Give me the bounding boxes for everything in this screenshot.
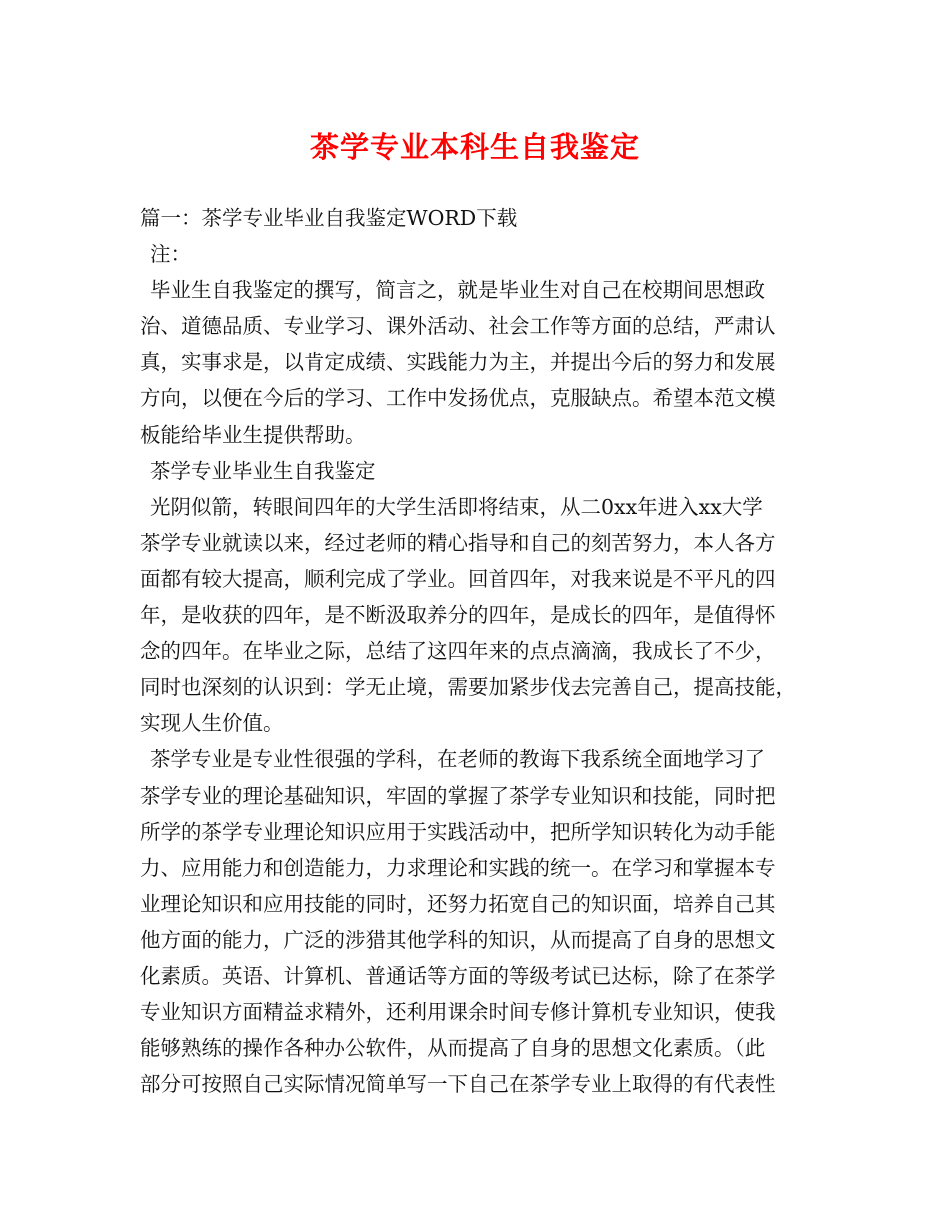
text-line: 业理论知识和应用技能的同时，还努力拓宽自己的知识面，培养自己其	[140, 891, 776, 916]
text-line: 板能给毕业生提供帮助。	[140, 422, 366, 447]
text-line: 专业知识方面精益求精外，还利用课余时间专修计算机专业知识，使我	[140, 1000, 776, 1025]
text-line: 念的四年。在毕业之际，总结了这四年来的点点滴滴，我成长了不少，	[140, 639, 776, 664]
text-line: 光阴似箭，转眼间四年的大学生活即将结束，从二0xx年进入xx大学	[150, 494, 763, 519]
note-label: 注：	[150, 242, 191, 267]
text-line: 茶学专业是专业性很强的学科，在老师的教诲下我系统全面地学习了	[150, 747, 765, 772]
text-line: 真，实事求是，以肯定成绩、实践能力为主，并提出今后的努力和发展	[140, 350, 776, 375]
text-line: 毕业生自我鉴定的撰写，简言之，就是毕业生对自己在校期间思想政	[150, 278, 765, 303]
text-line: 能够熟练的操作各种办公软件，从而提高了自身的思想文化素质。（此	[140, 1036, 766, 1061]
text-line: 他方面的能力，广泛的涉猎其他学科的知识，从而提高了自身的思想文	[140, 927, 776, 952]
text-line: 茶学专业就读以来，经过老师的精心指导和自己的刻苦努力，本人各方	[140, 530, 776, 555]
text-line: 实现人生价值。	[140, 711, 284, 736]
subheading: 茶学专业毕业生自我鉴定	[150, 458, 376, 483]
text-line: 茶学专业的理论基础知识，牢固的掌握了茶学专业知识和技能，同时把	[140, 783, 776, 808]
text-line: 方向，以便在今后的学习、工作中发扬优点，克服缺点。希望本范文模	[140, 386, 776, 411]
text-line: 年，是收获的四年，是不断汲取养分的四年，是成长的四年，是值得怀	[140, 603, 776, 628]
text-line: 力、应用能力和创造能力，力求理论和实践的统一。在学习和掌握本专	[140, 855, 776, 880]
text-line: 化素质。英语、计算机、普通话等方面的等级考试已达标，除了在茶学	[140, 963, 776, 988]
text-line: 所学的茶学专业理论知识应用于实践活动中，把所学知识转化为动手能	[140, 819, 776, 844]
text-line: 部分可按照自己实际情况简单写一下自己在茶学专业上取得的有代表性	[140, 1072, 776, 1097]
text-line: 面都有较大提高，顺利完成了学业。回首四年，对我来说是不平凡的四	[140, 566, 776, 591]
document-body	[140, 200, 816, 1102]
text-line: 同时也深刻的认识到：学无止境，需要加紧步伐去完善自己，提高技能，	[140, 675, 796, 700]
text-line: 治、道德品质、专业学习、课外活动、社会工作等方面的总结，严肃认	[140, 314, 776, 339]
section-heading: 篇一：茶学专业毕业自我鉴定WORD下载	[140, 206, 518, 230]
document-title: 茶学专业本科生自我鉴定	[309, 130, 640, 164]
